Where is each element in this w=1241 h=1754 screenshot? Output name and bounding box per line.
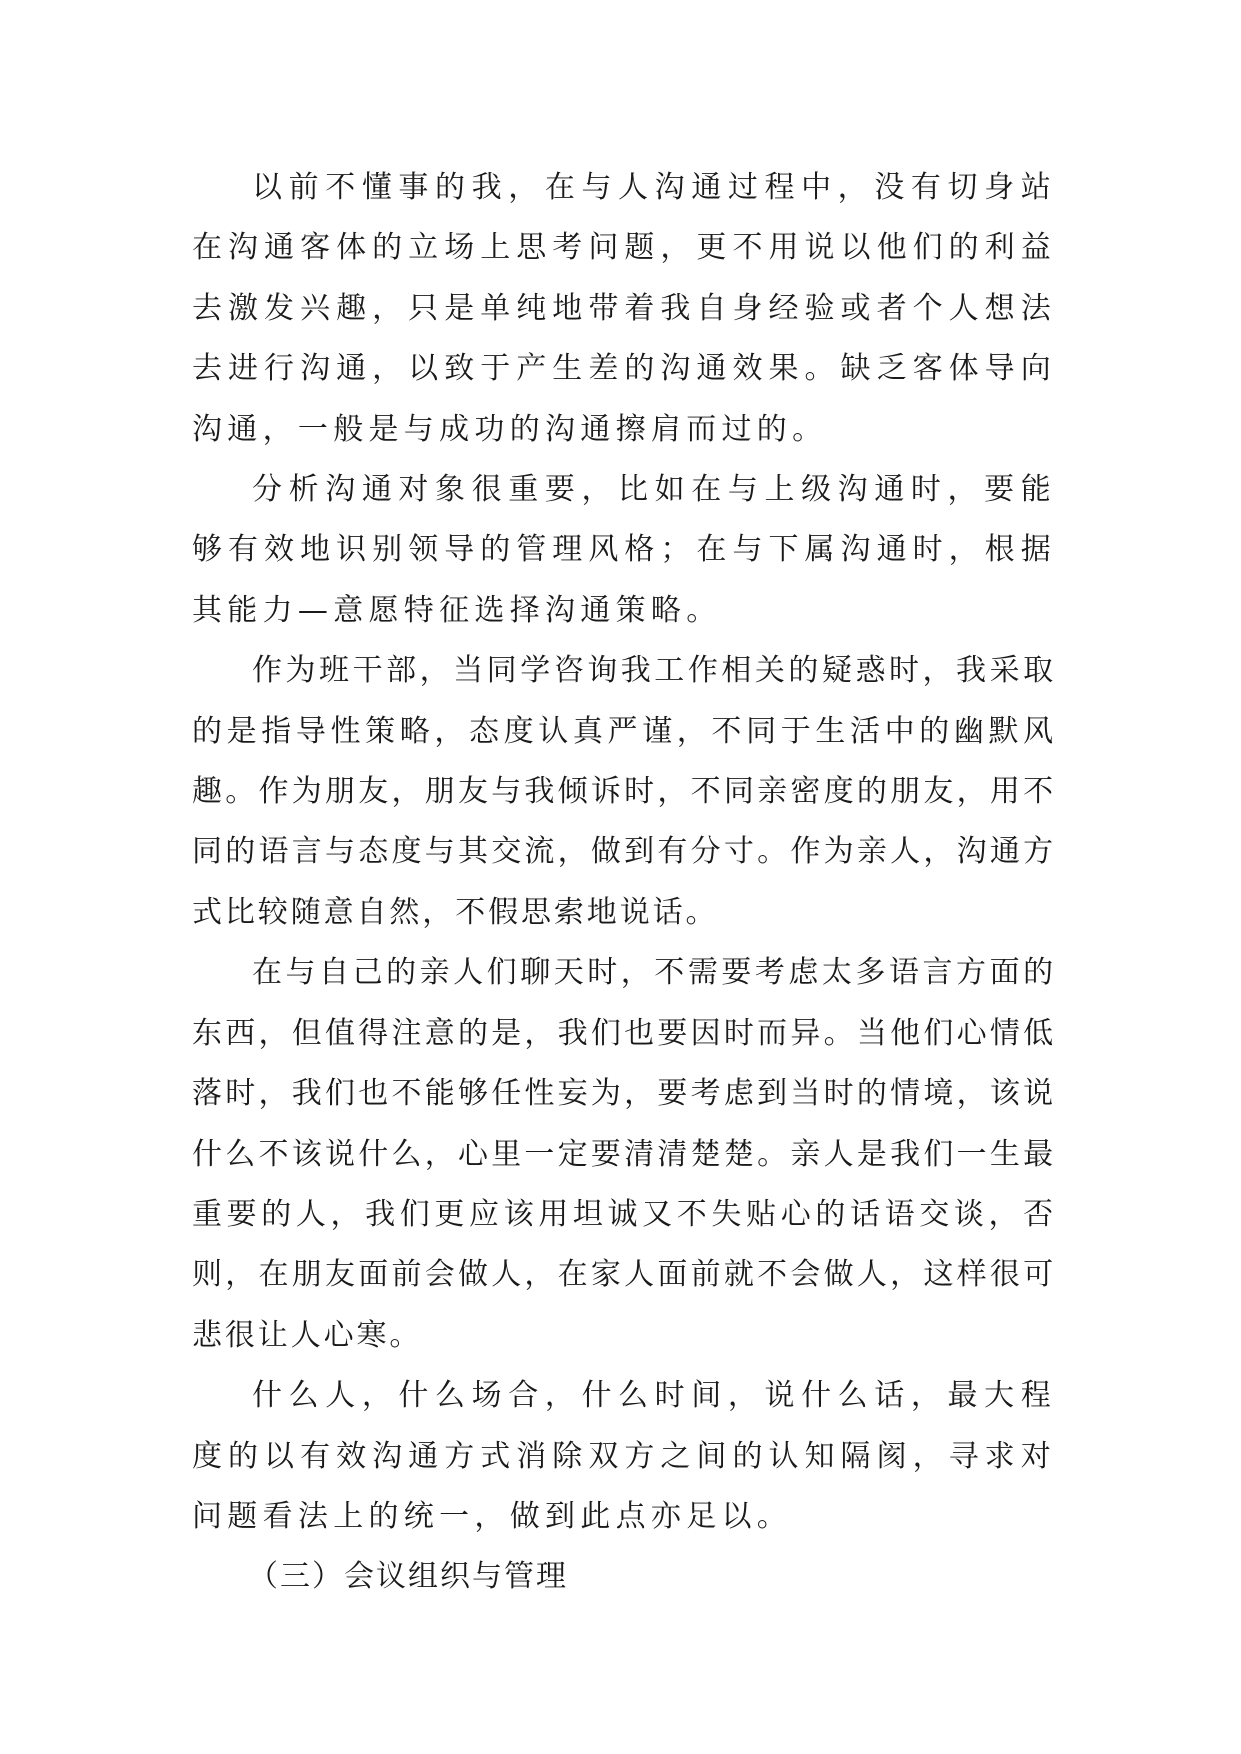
paragraph-4: 在与自己的亲人们聊天时，不需要考虑太多语言方面的东西，但值得注意的是，我们也要因时而异。当他们心情低落时，我们也不能够任性妄为，要考虑到当时的情境，该说什么不该说什么，心里一定要清清楚楚。亲人是我们一生最重要的人，我们更应该用坦诚又不失贴心的话语交谈，否则，在朋友面前会做人，在家人面前就不会做人，这样很可悲很让人心寒。 <box>192 955 1056 1353</box>
section-heading: （三）会议组织与管理 <box>248 1559 568 1595</box>
paragraph-1: 以前不懂事的我，在与人沟通过程中，没有切身站在沟通客体的立场上思考问题，更不用说以他们的利益去激发兴趣，只是单纯地带着我自身经验或者个人想法去进行沟通，以致于产生差的沟通效果。缺乏客体导向沟通，一般是与成功的沟通擦肩而过的。 <box>192 170 1056 447</box>
paragraph-3: 作为班干部，当同学咨询我工作相关的疑惑时，我采取的是指导性策略，态度认真严谨，不同于生活中的幽默风趣。作为朋友，朋友与我倾诉时，不同亲密度的朋友，用不同的语言与态度与其交流，做到有分寸。作为亲人，沟通方式比较随意自然，不假思索地说话。 <box>192 653 1056 930</box>
document-body <box>192 158 1056 1608</box>
paragraph-5: 什么人，什么场合，什么时间，说什么话，最大程度的以有效沟通方式消除双方之间的认知隔阂，寻求对问题看法上的统一，做到此点亦足以。 <box>192 1378 1056 1534</box>
paragraph-2: 分析沟通对象很重要，比如在与上级沟通时，要能够有效地识别领导的管理风格；在与下属沟通时，根据其能力—意愿特征选择沟通策略。 <box>192 472 1056 628</box>
